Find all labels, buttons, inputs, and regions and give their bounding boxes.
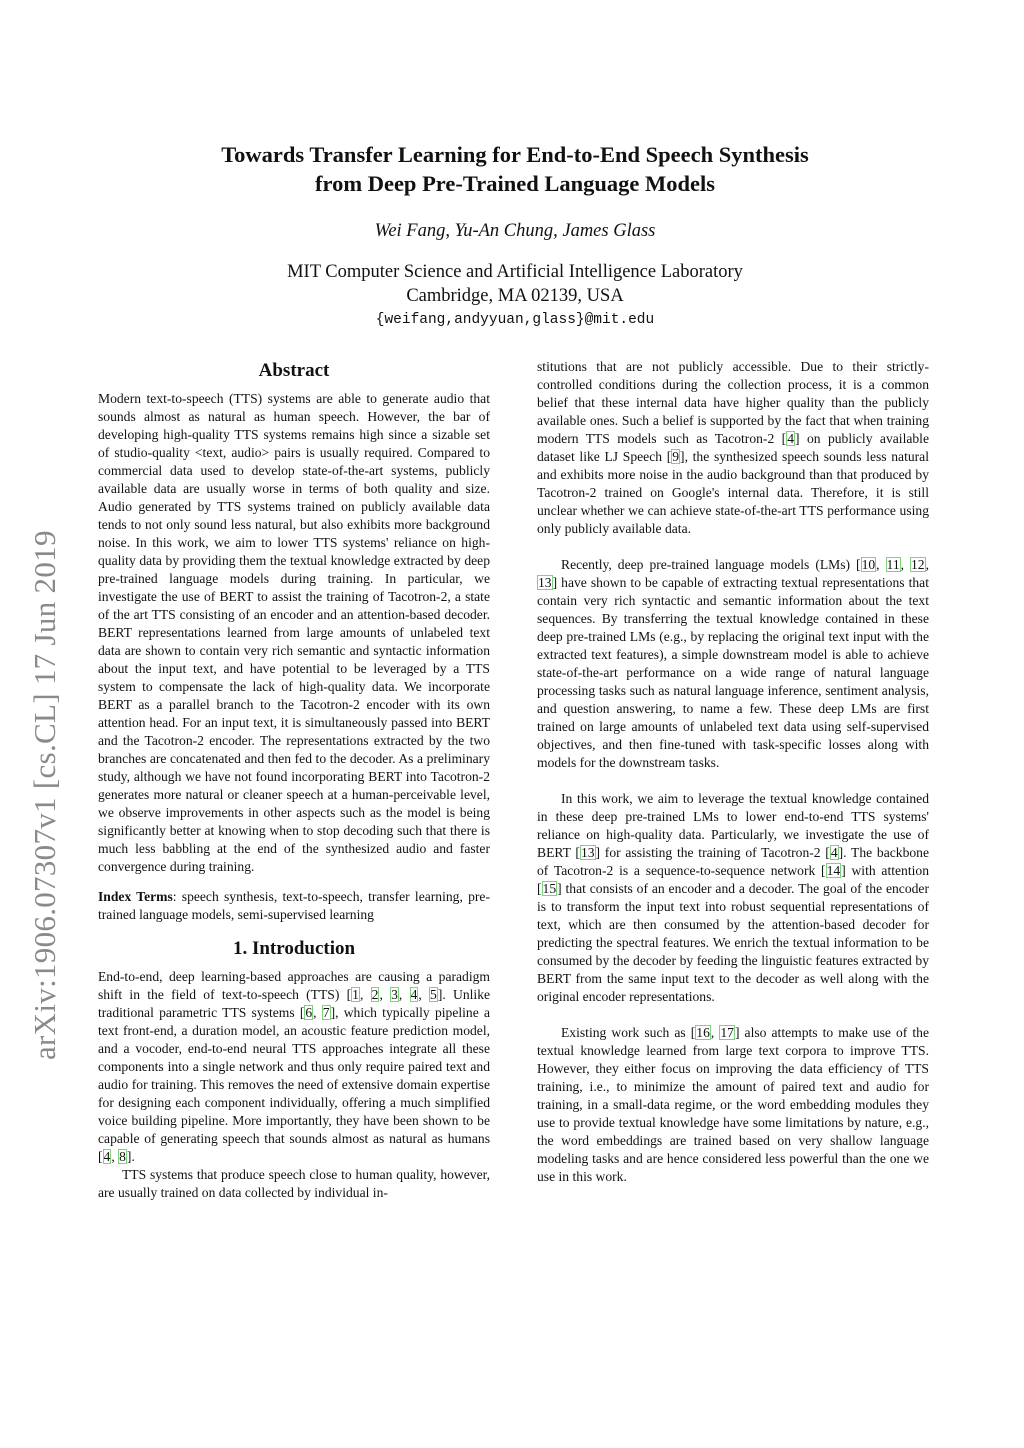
citation-link[interactable]: 6 xyxy=(305,1005,313,1020)
r-p3-text-c: ]. The backbone of Tacotron-2 is a sequence-to-sequence network [ xyxy=(537,845,929,878)
right-paragraph-2 xyxy=(537,556,929,772)
intro-p1-text-b: ]. Unlike traditional parametric TTS systems [ xyxy=(98,987,491,1020)
citation-link[interactable]: 16 xyxy=(696,1025,710,1040)
r-p4-text-a: Existing work such as [ xyxy=(561,1025,696,1040)
abstract-text: Modern text-to-speech (TTS) systems are able to generate audio that sounds almost as natural as human speech. However, the bar of developing high-quality TTS systems remains high since a sizable set of studio-quality <text, audio> pairs is usually required. Compared to commercial data used to develop state-of-the-art systems, publicly available data are usually worse in terms of both quality and size. Audio generated by TTS systems trained on publicly available data tends to not only sound less natural, but also exhibits more background noise. In this work, we aim to lower TTS systems' reliance on high-quality data by providing them the textual knowledge extracted by deep pre-trained language models during training. In particular, we investigate the use of BERT to assist the training of Tacotron-2, a state of the art TTS consisting of an encoder and an attention-based decoder. BERT representations learned from large amounts of unlabeled text data are shown to contain very rich semantic and syntactic information about the input text, and have potential to be leveraged by a TTS system to compensate the lack of high-quality data. We incorporate BERT as a parallel branch to the Tacotron-2 encoder with its own attention head. For an input text, it is simultaneously passed into BERT and the Tacotron-2 encoder. The representations extracted by the two branches are concatenated and then fed to the decoder. As a preliminary study, although we have not found incorporating BERT into Tacotron-2 generates more natural or cleaner speech at a human-perceivable level, we observe improvements in other aspects such as the model is being significantly better at knowing when to stop decoding such that there is much less babbling at the end of the synthesized audio and faster convergence during training. xyxy=(98,391,490,874)
title-line-1: Towards Transfer Learning for End-to-End Speech Synthesis xyxy=(221,142,809,167)
citation-link[interactable]: 1 xyxy=(352,987,359,1002)
intro-paragraph-2: TTS systems that produce speech close to human quality, however, are usually trained on data collected by individual in- xyxy=(98,1167,490,1200)
r-p3-text-e: ] that consists of an encoder and a decoder. The goal of the encoder is to transform the input text into robust sequential representations of text, which are then consumed by the attention-based decoder for predicting the spectral features. We enrich the textual information to be consumed by the decoder by feeding the linguistic features extracted by BERT from the same input text to the decoder as well along with the original encoder representations. xyxy=(537,881,929,1004)
citation-link[interactable]: 11 xyxy=(886,557,900,572)
citation-sep: , xyxy=(111,1149,119,1164)
citation-sep: , xyxy=(398,987,410,1002)
r-p3-text-b: ] for assisting the training of Tacotron-2 [ xyxy=(595,845,830,860)
affiliation-line-2: Cambridge, MA 02139, USA xyxy=(406,286,624,306)
r-p3-text-a: In this work, we aim to leverage the textual knowledge contained in these deep pre-trained LMs to lower end-to-end TTS systems' reliance on high-quality data. Particularly, we investigate the use of BERT [ xyxy=(537,791,929,860)
r-p1-text-b: ] on publicly available dataset like LJ Speech [ xyxy=(537,431,929,464)
citation-link[interactable]: 14 xyxy=(826,863,841,878)
right-paragraph-4 xyxy=(537,1024,929,1186)
right-paragraph-3 xyxy=(537,790,929,1006)
citation-link[interactable]: 10 xyxy=(861,557,876,572)
author-email: {weifang,andyyuan,glass}@mit.edu xyxy=(375,312,655,328)
r-p3-text-d: ] with attention [ xyxy=(537,863,929,896)
index-terms xyxy=(98,888,490,924)
index-terms-label: Index Terms xyxy=(98,889,173,904)
affiliation xyxy=(130,260,900,308)
right-paragraph-1 xyxy=(537,358,929,538)
citation-sep: , xyxy=(359,987,371,1002)
paper-title xyxy=(130,140,900,198)
left-column xyxy=(98,358,490,1202)
citation-link[interactable]: 2 xyxy=(371,987,379,1002)
citation-link[interactable]: 4 xyxy=(830,845,838,860)
citation-link[interactable]: 3 xyxy=(391,987,398,1002)
index-terms-text: : speech synthesis, text-to-speech, transfer learning, pre-trained language models, semi-supervised learning xyxy=(98,889,490,922)
introduction-heading: 1. Introduction xyxy=(232,938,356,959)
citation-link[interactable]: 17 xyxy=(720,1025,734,1040)
citation-sep: , xyxy=(925,557,929,572)
citation-sep: , xyxy=(876,557,886,572)
intro-p1-text-d: ]. xyxy=(126,1149,135,1164)
r-p1-text-c: ], the synthesized speech sounds less natural and exhibits more noise in the audio background than that produced by Tacotron-2 trained on Google's internal data. Therefore, it is still unclear whether we can achieve state-of-the-art TTS performance using only publicly available data. xyxy=(537,449,929,536)
intro-paragraph-1 xyxy=(98,968,490,1166)
citation-link[interactable]: 4 xyxy=(103,1149,111,1164)
citation-link[interactable]: 4 xyxy=(787,431,794,446)
intro-p1-text-a: End-to-end, deep learning-based approaches are causing a paradigm shift in the field of text-to-speech (TTS) [ xyxy=(98,969,490,1002)
citation-link[interactable]: 4 xyxy=(410,987,418,1002)
citation-sep: , xyxy=(900,557,910,572)
r-p2-text-a: Recently, deep pre-trained language models (LMs) [ xyxy=(561,557,861,572)
author-list: Wei Fang, Yu-An Chung, James Glass xyxy=(374,221,656,241)
citation-link[interactable]: 13 xyxy=(580,845,595,860)
citation-link[interactable]: 13 xyxy=(538,575,552,590)
abstract-heading: Abstract xyxy=(258,360,330,381)
citation-sep: , xyxy=(379,987,391,1002)
right-column xyxy=(537,358,929,1186)
citation-sep: , xyxy=(313,1005,322,1020)
arxiv-identifier: arXiv:1906.07307v1 [cs.CL] 17 Jun 2019 xyxy=(27,530,62,1060)
citation-link[interactable]: 7 xyxy=(322,1005,330,1020)
citation-link[interactable]: 5 xyxy=(430,987,437,1002)
r-p4-text-b: ] also attempts to make use of the textual knowledge learned from large text corpora to improve TTS. However, they either focus on improving the data efficiency of TTS training, i.e., to minimize the amount of paired text and audio for training, in a small-data regime, or the word embedding modules they use to provide textual knowledge have some limitations by nature, e.g., the word embeddings are trained based on very shallow language modeling tasks and are hence considered less powerful than the one we use in this work. xyxy=(537,1025,929,1184)
citation-sep: , xyxy=(418,987,430,1002)
citation-link[interactable]: 12 xyxy=(911,557,925,572)
citation-sep: , xyxy=(710,1025,720,1040)
title-line-2: from Deep Pre-Trained Language Models xyxy=(315,171,715,196)
intro-p1-text-c: ], which typically pipeline a text front-end, a duration model, an acoustic feature prediction model, and a vocoder, end-to-end neural TTS approaches integrate all these components into a single network and thus only require paired text and audio for training. This removes the need of extensive domain expertise for designing each component individually, offering a much simplified voice building pipeline. More importantly, they have been shown to be capable of generating speech that sounds almost as natural as humans [ xyxy=(98,1005,490,1164)
citation-link[interactable]: 9 xyxy=(672,449,680,464)
citation-link[interactable]: 15 xyxy=(542,881,557,896)
affiliation-line-1: MIT Computer Science and Artificial Intelligence Laboratory xyxy=(287,262,743,282)
citation-link[interactable]: 8 xyxy=(119,1149,126,1164)
r-p1-text-a: stitutions that are not publicly accessible. Due to their strictly-controlled conditions during the collection process, it is a common belief that these internal data have higher quality than the publicly available ones. Such a belief is supported by the fact that when training modern TTS models such as Tacotron-2 [ xyxy=(537,359,929,446)
r-p2-text-b: ] have shown to be capable of extracting textual representations that contain very rich syntactic and semantic information about the text sequences. By transferring the textual knowledge contained in these deep pre-trained LMs (e.g., by replacing the original text input with the extracted text features), a simple downstream model is able to achieve state-of-the-art performance on a wide range of natural language processing tasks such as natural language inference, sentiment analysis, and question answering, to name a few. These deep LMs are first trained on large amounts of unlabeled text data using self-supervised objectives, and then fine-tuned with task-specific losses along with models for the downstream tasks. xyxy=(537,575,929,770)
